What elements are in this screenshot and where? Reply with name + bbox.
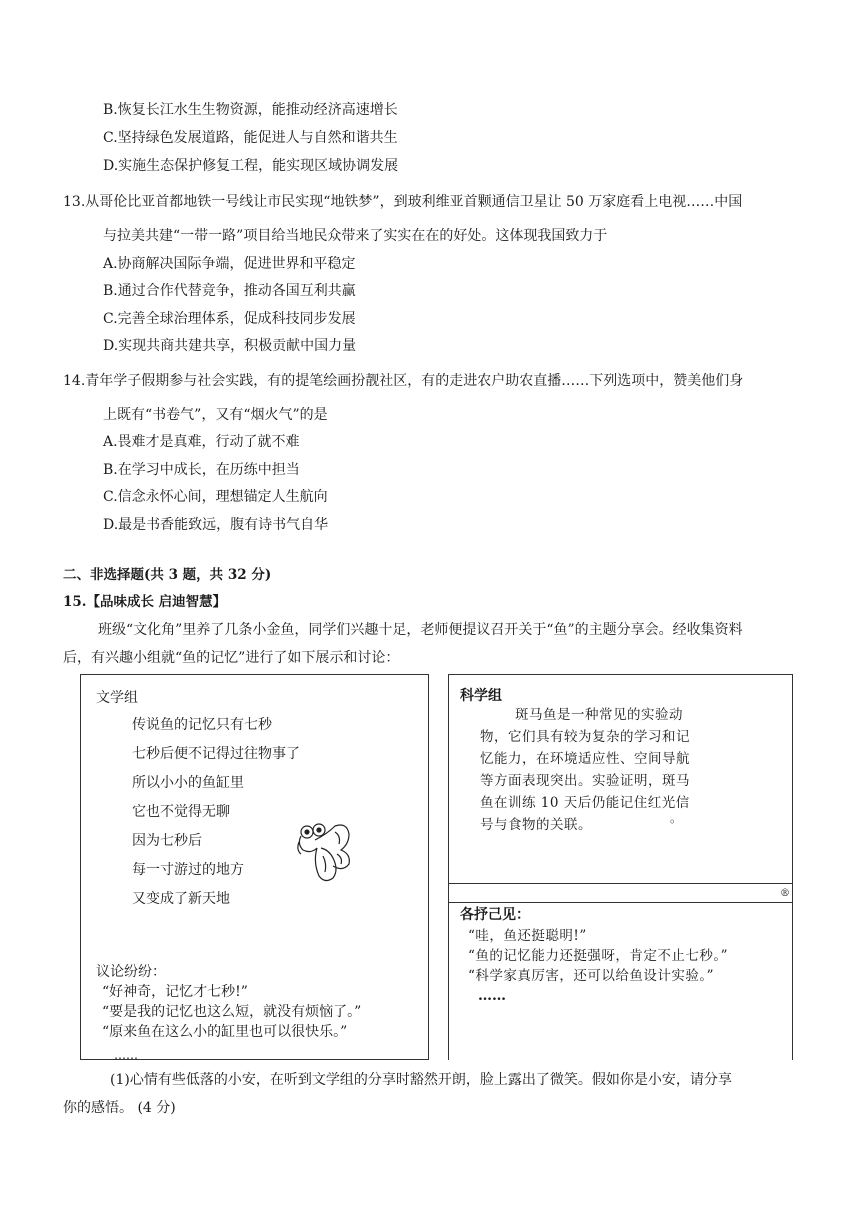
q14-option-c: C.信念永怀心间，理想锚定人生航向 — [103, 489, 328, 505]
subquestion-line2: 你的感悟。 (4 分) — [63, 1100, 176, 1116]
science-text-line: 物，它们具有较为复杂的学习和记 — [480, 729, 690, 745]
q14-stem-line2: 上既有“书卷气”，又有“烟火气”的是 — [103, 407, 328, 423]
poem-line: 因为七秒后 — [132, 833, 202, 849]
q14-option-d: D.最是书香能致远，腹有诗书气自华 — [103, 517, 329, 533]
q13-option-b: B.通过合作代替竞争，推动各国互利共赢 — [103, 283, 356, 299]
opinion-line: “哇，鱼还挺聪明!” — [468, 928, 587, 944]
q12-option-b: B.恢复长江水生生物资源，能推动经济高速增长 — [103, 102, 398, 118]
goldfish-illustration — [293, 820, 353, 888]
science-text-line: 斑马鱼是一种常见的实验动 — [515, 707, 683, 723]
poem-line: 七秒后便不记得过往物事了 — [132, 746, 300, 762]
section-heading: 二、非选择题(共 3 题，共 32 分) — [63, 567, 272, 583]
comment: “好神奇，记忆才七秒!” — [102, 984, 248, 1000]
poem-line: 它也不觉得无聊 — [132, 804, 230, 820]
science-text-line: 等方面表现突出。实验证明，斑马 — [480, 773, 690, 789]
poem-line: 传说鱼的记忆只有七秒 — [132, 717, 272, 733]
poem-line: 所以小小的鱼缸里 — [132, 775, 244, 791]
science-text-line: 鱼在训练 10 天后仍能记住红光信 — [480, 795, 690, 811]
science-text-line: 忆能力，在环境适应性、空间导航 — [480, 751, 690, 767]
opinion-line: “鱼的记忆能力还挺强呀，肯定不止七秒。” — [468, 948, 729, 964]
registered-mark: ® — [780, 888, 790, 899]
opinion-ellipsis: …… — [478, 988, 506, 1004]
q15-intro-line1: 班级“文化角”里养了几条小金鱼，同学们兴趣十足，老师便提议召开关于“鱼”的主题分享会。经收集资料 — [98, 622, 743, 638]
opinion-title: 各抒己见： — [460, 907, 530, 923]
opinion-line: “科学家真厉害，还可以给鱼设计实验。” — [468, 968, 715, 984]
subquestion-line1: (1)心情有些低落的小安，在听到文学组的分享时豁然开朗，脸上露出了微笑。假如你是小安，请分享 — [110, 1072, 732, 1088]
q15-title: 15.【品味成长 启迪智慧】 — [63, 594, 227, 610]
q14-option-b: B.在学习中成长，在历练中担当 — [103, 462, 300, 478]
comment: “要是我的记忆也这么短，就没有烦恼了。” — [102, 1004, 362, 1020]
q15-intro-line2: 后，有兴趣小组就“鱼的记忆”进行了如下展示和讨论： — [63, 650, 400, 666]
science-text-line: 号与食物的关联。 — [480, 817, 592, 833]
q12-option-d: D.实施生态保护修复工程，能实现区域协调发展 — [103, 158, 399, 174]
box-divider — [448, 883, 793, 884]
q14-stem-line1: 14.青年学子假期参与社会实践，有的提笔绘画扮靓社区，有的走进农户助农直播……下列选项中，赞美他们身 — [63, 373, 744, 389]
science-title: 科学组 — [460, 688, 502, 704]
q13-option-d: D.实现共商共建共享，积极贡献中国力量 — [103, 338, 357, 354]
literature-title: 文学组 — [96, 690, 138, 706]
comment: “原来鱼在这么小的缸里也可以很快乐。” — [102, 1024, 348, 1040]
poem-line: 又变成了新天地 — [132, 891, 230, 907]
q13-option-c: C.完善全球治理体系，促成科技同步发展 — [103, 311, 356, 327]
q12-option-c: C.坚持绿色发展道路，能促进人与自然和谐共生 — [103, 130, 398, 146]
q14-option-a: A.畏难才是真难，行动了就不难 — [103, 434, 300, 450]
q13-stem-line1: 13.从哥伦比亚首都地铁一号线让市民实现“地铁梦”，到玻利维亚首颗通信卫星让 50 万家庭看上电视……中国 — [63, 194, 743, 210]
poem-line: 每一寸游过的地方 — [132, 862, 244, 878]
q13-option-a: A.协商解决国际争端，促进世界和平稳定 — [103, 256, 356, 272]
stray-mark: 。 — [670, 811, 683, 825]
comment-ellipsis: …… — [114, 1048, 138, 1062]
q13-stem-line2: 与拉美共建“一带一路”项目给当地民众带来了实实在在的好处。这体现我国致力于 — [103, 228, 608, 244]
box-divider — [448, 902, 793, 903]
discussion-title: 议论纷纷： — [96, 964, 166, 980]
